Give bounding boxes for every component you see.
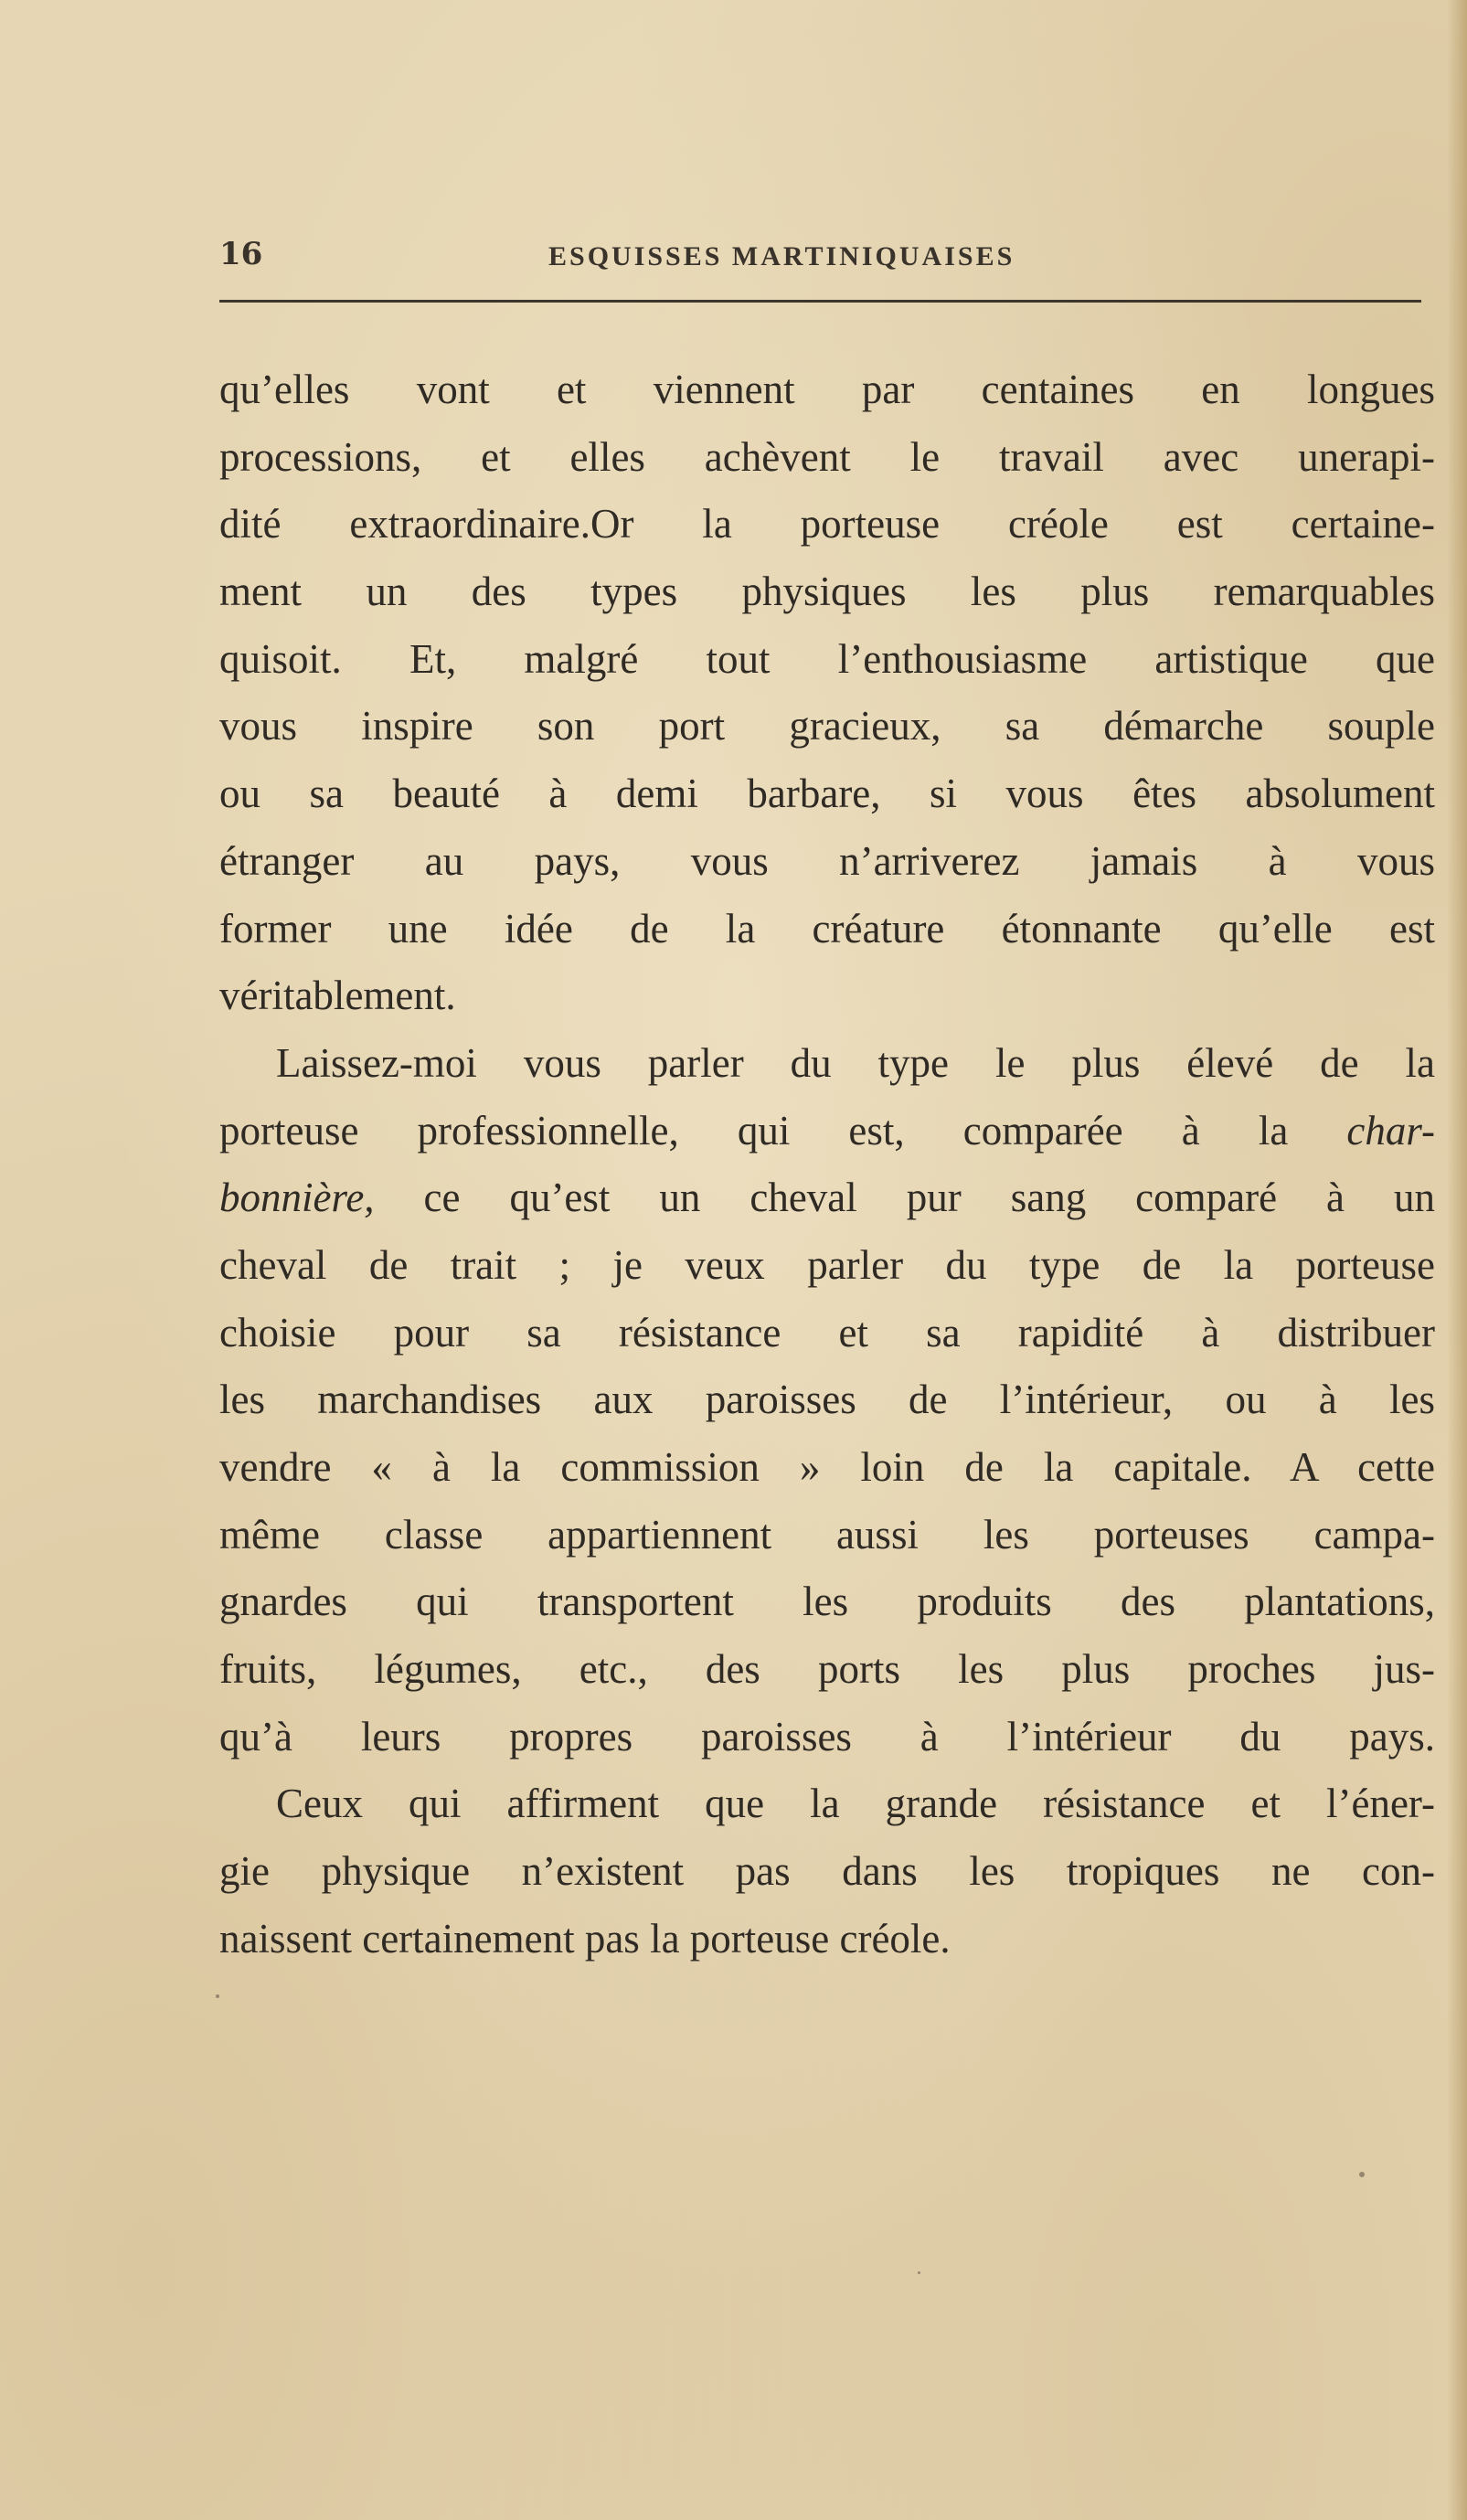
running-head [219,236,1421,282]
text-line: vous inspire son port gracieux, sa démarche souple [219,703,1435,750]
text-line: ou sa beauté à demi barbare, si vous êtes absolument [219,771,1435,817]
text-line: Ceux qui affirment que la grande résistance et l’éner- [276,1781,1435,1827]
italic-word: bonnière, [219,1175,375,1221]
text-segment: porteuse professionnelle, qui est, comparée à la [219,1107,1347,1154]
text-line: naissent certainement pas la porteuse créole. [219,1915,951,1962]
text-segment: ce qu’est un cheval pur sang comparé à un [374,1175,1435,1221]
text-line: qu’à leurs propres paroisses à l’intérieur du pays. [219,1713,1435,1760]
running-title: ESQUISSES MARTINIQUAISES [548,241,1015,271]
text-line: gie physique n’existent pas dans les tropiques ne con- [219,1848,1435,1895]
text-line [219,1164,1435,1232]
text-line: vendre « à la commission » loin de la capitale. A cette [219,1444,1435,1490]
text-line [219,1098,1435,1165]
text-line: Laissez-moi vous parler du type le plus élevé de la [276,1039,1435,1086]
italic-word: char- [1346,1107,1435,1154]
body-text [219,356,1435,1973]
page-edge-shadow [1447,0,1467,2520]
text-line: processions, et elles achèvent le travail avec unerapi- [219,433,1435,480]
header-rule [219,300,1421,303]
text-line: quisoit. Et, malgré tout l’enthousiasme artistique que [219,635,1435,682]
paragraph-1 [219,356,1435,1030]
paper-speck [918,2271,920,2274]
paragraph-2 [219,1030,1435,1771]
paragraph-3 [219,1770,1435,1972]
page-number: 16 [219,236,263,272]
text-line: ment un des types physiques les plus remarquables [219,569,1435,615]
text-line: choisie pour sa résistance et sa rapidité à distribuer [219,1309,1435,1356]
text-line: former une idée de la créature étonnante qu’elle est [219,905,1435,952]
text-line: véritablement. [219,973,456,1019]
text-line: étranger au pays, vous n’arriverez jamais à vous [219,837,1435,884]
paper-speck [216,1994,219,1998]
text-line: cheval de trait ; je veux parler du type de la porteuse [219,1241,1435,1288]
text-line: les marchandises aux paroisses de l’intérieur, ou à les [219,1377,1435,1423]
text-line: gnardes qui transportent les produits des plantations, [219,1579,1435,1625]
text-line: dité extraordinaire.Or la porteuse créole est certaine- [219,501,1435,548]
paper-speck [1359,2172,1365,2177]
text-line: même classe appartiennent aussi les porteuses campa- [219,1511,1435,1558]
text-line: fruits, légumes, etc., des ports les plus proches jus- [219,1646,1435,1693]
text-line: qu’elles vont et viennent par centaines en longues [219,367,1435,412]
